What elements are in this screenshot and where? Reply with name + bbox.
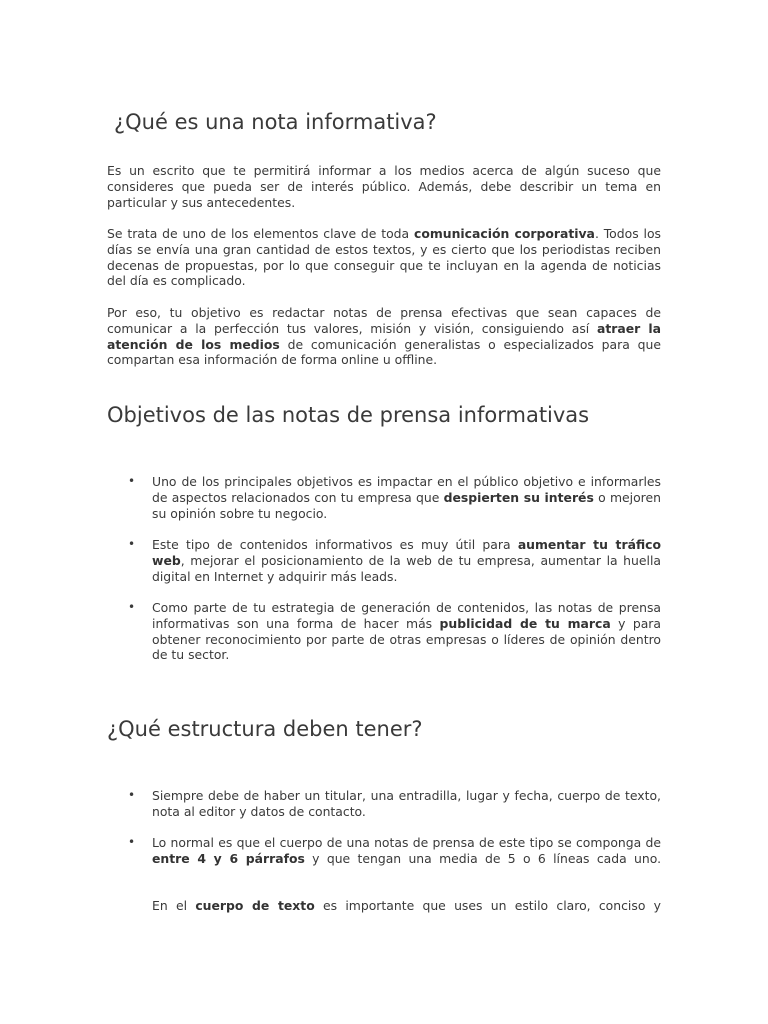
list-item-continuation [152, 898, 661, 914]
list-item [128, 835, 662, 867]
estructura-2-p2-text-a: En el [152, 898, 196, 913]
bullet-icon: • [128, 835, 136, 849]
objetivo-1-text-a: Uno de los principales objetivos es impactar en el público objetivo e informarles de aspectos relacionados con tu empresa que [152, 474, 661, 505]
objetivo-2-bold: aumentar tu tráfico web [152, 537, 661, 568]
estructura-2-text-a: Lo normal es que el cuerpo de una notas de prensa de este tipo se componga de [152, 835, 661, 850]
intro-p3-text-a: Por eso, tu objetivo es redactar notas de prensa efectivas que sean capaces de comunicar a la perfección tus valores, misión y visión, consiguiendo así [107, 305, 661, 336]
objetivo-3-text-a: Como parte de tu estrategia de generación de contenidos, las notas de prensa informativas son una forma de hacer más [152, 600, 661, 631]
objetivo-1-text-c: o mejoren su opinión sobre tu negocio. [152, 489, 661, 521]
estructura-2-p2-text-c: es importante que uses un estilo claro, conciso y [314, 898, 662, 913]
intro-p1-text: Es un escrito que te permitirá informar a los medios acerca de algún suceso que consideres que pueda ser de interés público. Además, debe describir un tema en particular y sus antecedentes. [107, 163, 661, 210]
heading-estructura: ¿Qué estructura deben tener? [107, 717, 423, 741]
intro-paragraph-2 [107, 226, 661, 289]
intro-paragraph-3 [107, 305, 661, 368]
estructura-2-bold: entre 4 y 6 párrafos [152, 850, 305, 866]
bullet-icon: • [128, 788, 136, 802]
objetivo-3-text-c: y para obtener reconocimiento por parte de otras empresas o líderes de opinión dentro de tu sector. [152, 615, 661, 663]
objetivo-2-text-c: , mejorar el posicionamiento de la web de tu empresa, aumentar la huella digital en Internet y adquirir más leads. [152, 552, 661, 584]
heading-que-es-nota-informativa: ¿Qué es una nota informativa? [114, 110, 437, 134]
list-item [128, 600, 661, 663]
estructura-1-text: Siempre debe de haber un titular, una entradilla, lugar y fecha, cuerpo de texto, nota al editor y datos de contacto. [152, 788, 661, 819]
list-item [128, 788, 661, 820]
estructura-2-text-c: y que tengan una media de 5 o 6 líneas cada uno. [304, 850, 662, 866]
intro-p2-text-a: Se trata de uno de los elementos clave de toda [107, 226, 414, 241]
bullet-icon: • [128, 537, 136, 551]
intro-p2-bold: comunicación corporativa [413, 226, 595, 241]
objetivo-1-bold: despierten su interés [443, 489, 594, 505]
intro-paragraph-1 [107, 163, 661, 210]
heading-objetivos: Objetivos de las notas de prensa informativas [107, 403, 590, 427]
list-item [128, 474, 661, 521]
intro-p3-bold: atraer la atención de los medios [107, 320, 661, 352]
estructura-2-p2-bold: cuerpo de texto [195, 898, 315, 913]
objetivo-2-text-a: Este tipo de contenidos informativos es muy útil para [152, 537, 518, 552]
bullet-icon: • [128, 474, 136, 488]
list-item [128, 537, 661, 584]
intro-p3-text-c: de comunicación generalistas o especializados para que compartan esa información de forma online u offline. [107, 336, 661, 368]
intro-p2-text-c: . Todos los días se envía una gran cantidad de estos textos, y es cierto que los periodistas reciben decenas de propuestas, por lo que conseguir que te incluyan en la agenda de noticias del día es complicado. [107, 226, 661, 289]
bullet-icon: • [128, 600, 136, 614]
objetivo-3-bold: publicidad de tu marca [439, 615, 611, 631]
